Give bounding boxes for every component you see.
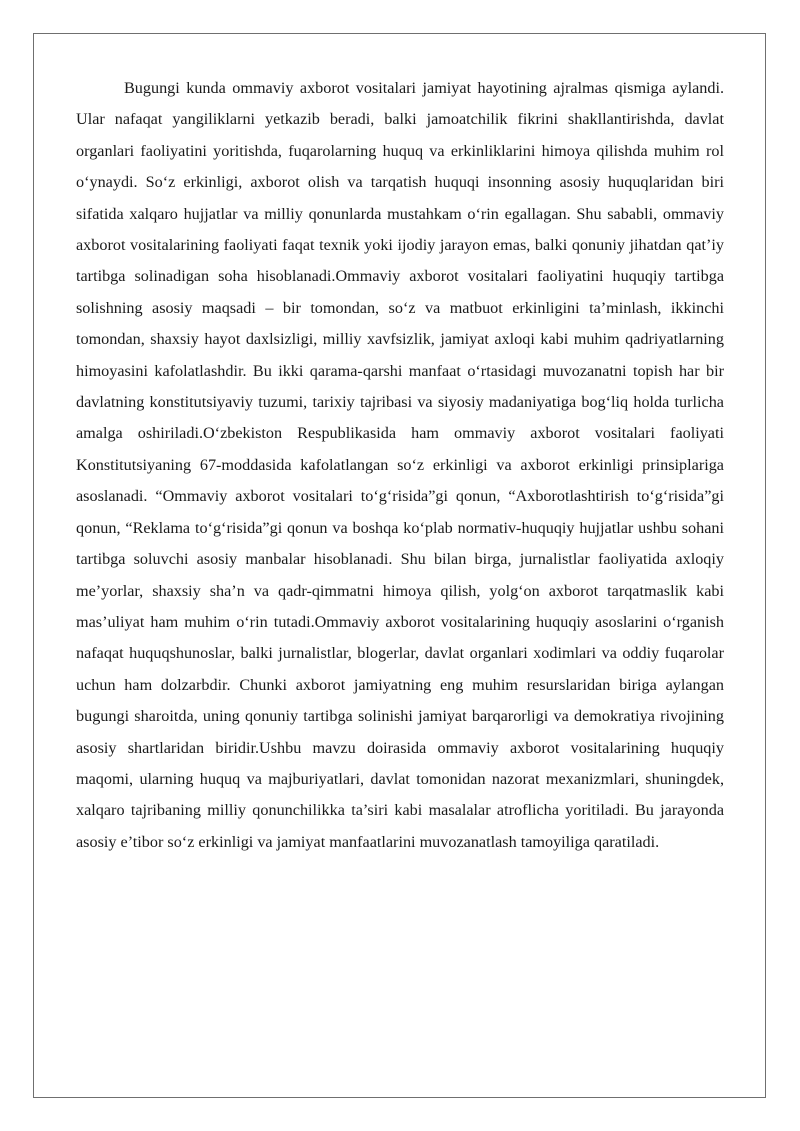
body-paragraph: Bugungi kunda ommaviy axborot vositalari jamiyat hayotining ajralmas qismiga aylandi. Ular nafaqat yangiliklarni yetkazib beradi, balki jamoatchilik fikrini shakllantirishda, davlat organlari faoliyatini yoritishda, fuqarolarning huquq va erkinliklarini himoya qilishda muhim rol o‘ynaydi. So‘z erkinligi, axborot olish va tarqatish huquqi insonning asosiy huquqlaridan biri sifatida xalqaro hujjatlar va milliy qonunlarda mustahkam o‘rin egallagan. Shu sababli, ommaviy axborot vositalarining faoliyati faqat texnik yoki ijodiy jarayon emas, balki qonuniy jihatdan qat’iy tartibga solinadigan soha hisoblanadi.Ommaviy axborot vositalari faoliyatini huquqiy tartibga solishning asosiy maqsadi – bir tomondan, so‘z va matbuot erkinligini ta’minlash, ikkinchi tomondan, shaxsiy hayot daxlsizligi, milliy xavfsizlik, jamiyat axloqi kabi muhim qadriyatlarning himoyasini kafolatlashdir. Bu ikki qarama-qarshi manfaat o‘rtasidagi muvozanatni topish har bir davlatning konstitutsiyaviy tuzumi, tarixiy tajribasi va siyosiy madaniyatiga bog‘liq holda turlicha amalga oshiriladi.O‘zbekiston Respublikasida ham ommaviy axborot vositalari faoliyati Konstitutsiyaning 67-moddasida kafolatlangan so‘z erkinligi va axborot erkinligi prinsiplariga asoslanadi. “Ommaviy axborot vositalari to‘g‘risida”gi qonun, “Axborotlashtirish to‘g‘risida”gi qonun, “Reklama to‘g‘risida”gi qonun va boshqa ko‘plab normativ-huquqiy hujjatlar ushbu sohani tartibga soluvchi asosiy manbalar hisoblanadi. Shu bilan birga, jurnalistlar faoliyatida axloqiy me’yorlar, shaxsiy sha’n va qadr-qimmatni himoya qilish, yolg‘on axborot tarqatmaslik kabi mas’uliyat ham muhim o‘rin tutadi.Ommaviy axborot vositalarining huquqiy asoslarini o‘rganish nafaqat huquqshunoslar, balki jurnalistlar, blogerlar, davlat organlari xodimlari va oddiy fuqarolar uchun ham dolzarbdir. Chunki axborot jamiyatning eng muhim resurslaridan biriga aylangan bugungi sharoitda, uning qonuniy tartibga solinishi jamiyat barqarorligi va demokratiya rivojining asosiy shartlaridan biridir.Ushbu mavzu doirasida ommaviy axborot vositalarining huquqiy maqomi, ularning huquq va majburiyatlari, davlat tomonidan nazorat mexanizmlari, shuningdek, xalqaro tajribaning milliy qonunchilikka ta’siri kabi masalalar atroflicha yoritiladi. Bu jarayonda asosiy e’tibor so‘z erkinligi va jamiyat manfaatlarini muvozanatlash tamoyiliga qaratiladi.: [76, 79, 724, 851]
